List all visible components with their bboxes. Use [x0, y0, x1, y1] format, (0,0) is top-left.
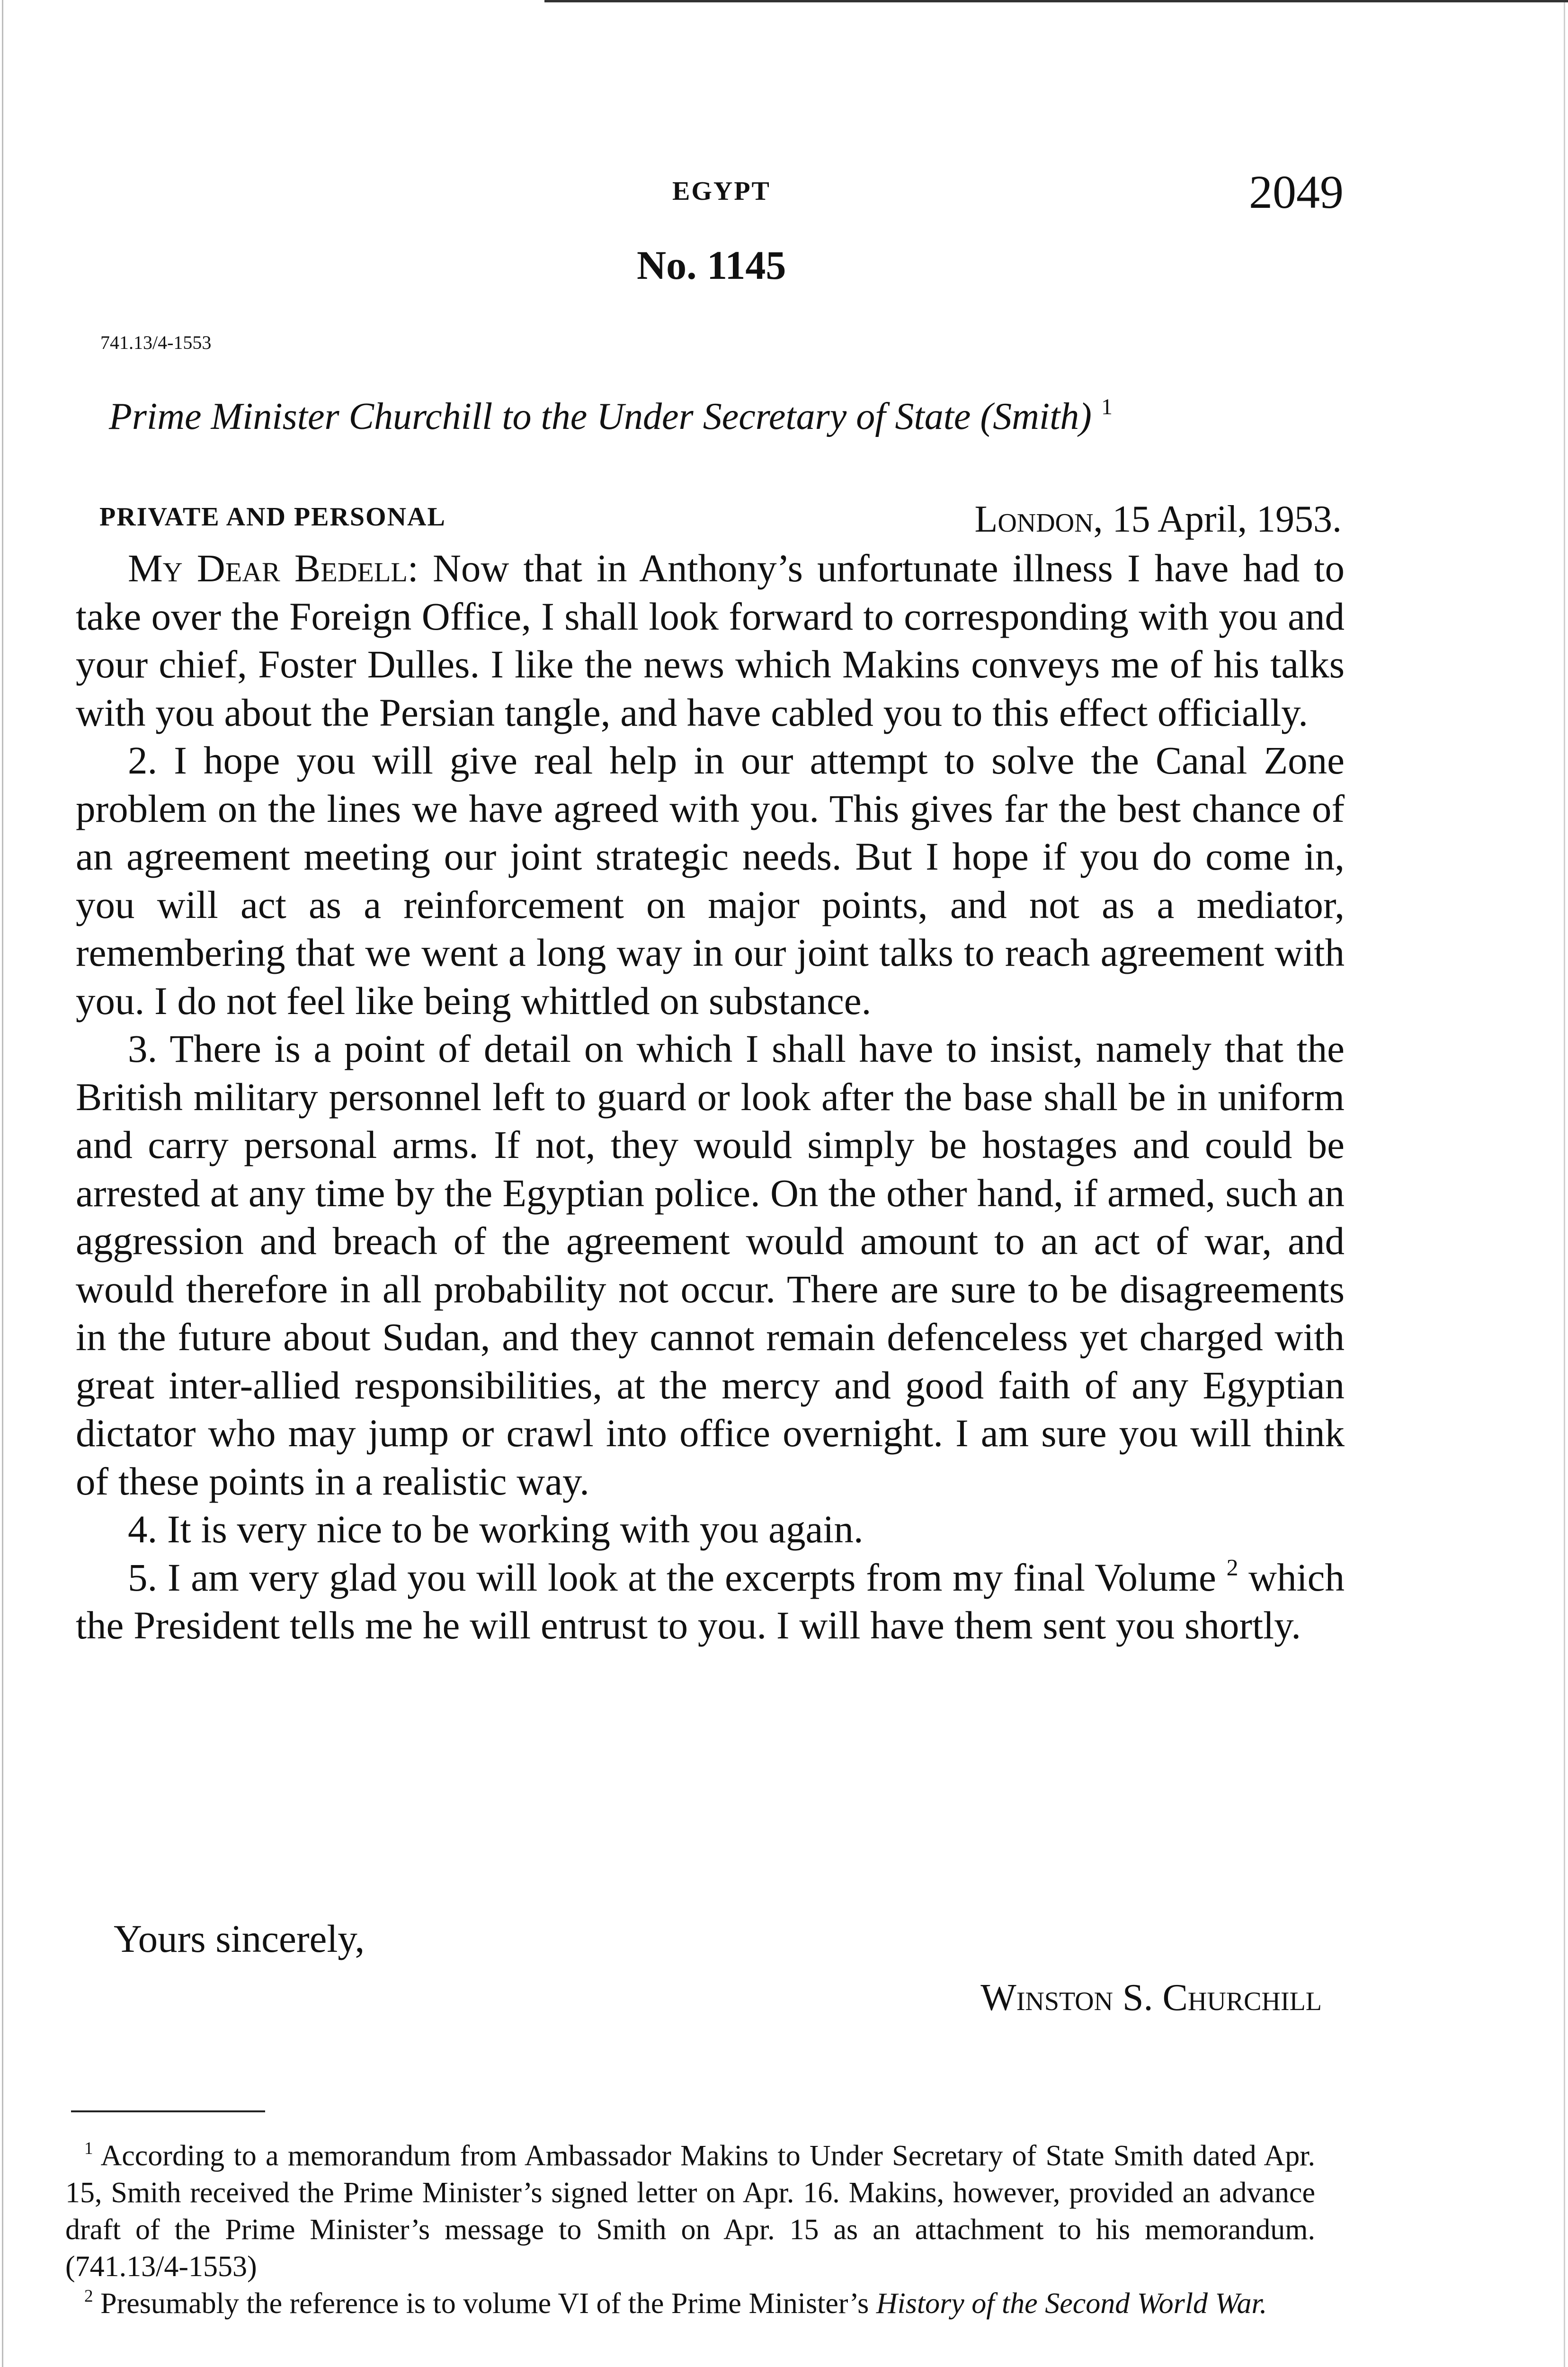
page-edge-left	[2, 0, 3, 2367]
dateline-place: London	[974, 498, 1094, 540]
footnote	[65, 2285, 1315, 2322]
page-edge-top	[544, 0, 1568, 2]
document-title-text: Prime Minister Churchill to the Under Secretary of State (Smith)	[109, 396, 1092, 437]
dateline	[974, 498, 1342, 541]
file-reference: 741.13/4-1553	[100, 332, 212, 353]
paragraph: 2. I hope you will give real help in our attempt to solve the Canal Zone problem on the lines we have agreed with you. This gives far the best chance of an agreement meeting our joint strategic needs. But I hope if you do come in, you will act as a reinforcement on major points, and not as a mediator, remembering that we went a long way in our joint talks to reach agreement with you. I do not feel like being whittled on substance.	[76, 739, 1345, 1023]
footnote-number: 2	[84, 2286, 93, 2306]
footnote-italic-title: History of the Second World War.	[876, 2287, 1267, 2320]
footnote	[65, 2137, 1315, 2285]
paragraph: 4. It is very nice to be working with you again.	[128, 1507, 864, 1551]
paragraph	[76, 544, 1345, 737]
paragraph	[76, 1554, 1345, 1650]
document-number: No. 1145	[637, 242, 786, 288]
paragraph-text: Now that in Anthony’s unfortunate illness I have had to take over the Foreign Office, I shall look forward to corresponding with you and your chief, Foster Dulles. I like the news which Makins conveys me of his talks with you about the Persian tangle, and have cabled you to this effect officially.	[76, 546, 1345, 734]
classification-label: PRIVATE AND PERSONAL	[99, 502, 446, 532]
footnote-text: Presumably the reference is to volume VI of the Prime Minister’s	[100, 2287, 869, 2320]
footnotes	[65, 2137, 1315, 2322]
signature: Winston S. Churchill	[980, 1977, 1322, 2019]
page-number: 2049	[1249, 166, 1344, 218]
footnote-text: According to a memorandum from Ambassador Makins to Under Secretary of State Smith dated Apr. 15, Smith received the Prime Minister’s signed letter on Apr. 16. Makins, however, provided an advance draft of the Prime Minister’s message to Smith on Apr. 15 as an attachment to his memorandum. (741.13/4-1553)	[65, 2140, 1315, 2283]
paragraph-text: which the President tells me he will entrust to you. I will have them sent you shortly.	[76, 1555, 1345, 1647]
paragraph-text: 5. I am very glad you will look at the excerpts from my final Volume	[128, 1555, 1216, 1599]
dateline-date: , 15 April, 1953.	[1093, 498, 1342, 540]
paragraph: 3. There is a point of detail on which I shall have to insist, namely that the British military personnel left to guard or look after the base shall be in uniform and carry personal arms. If not, they would simply be hostages and could be arrested at any time by the Egyptian police. On the other hand, if armed, such an aggression and breach of the agreement would amount to an act of war, and would therefore in all probability not occur. There are sure to be disagreements in the future about Sudan, and they cannot remain defenceless yet charged with great inter-allied responsibilities, at the mercy and good faith of any Egyptian dictator who may jump or crawl into office overnight. I am sure you will think of these points in a realistic way.	[76, 1027, 1345, 1503]
footnote-marker: 1	[1101, 394, 1113, 419]
footnote-marker: 2	[1226, 1554, 1238, 1581]
running-head: EGYPT	[672, 177, 771, 206]
document-title	[109, 395, 1113, 438]
letter-body	[76, 544, 1345, 1650]
footnote-number: 1	[84, 2138, 93, 2158]
closing: Yours sincerely,	[114, 1917, 365, 1960]
page-edge-right	[1564, 0, 1565, 2367]
salutation: My Dear Bedell:	[128, 546, 419, 590]
footnote-rule	[71, 2110, 265, 2112]
